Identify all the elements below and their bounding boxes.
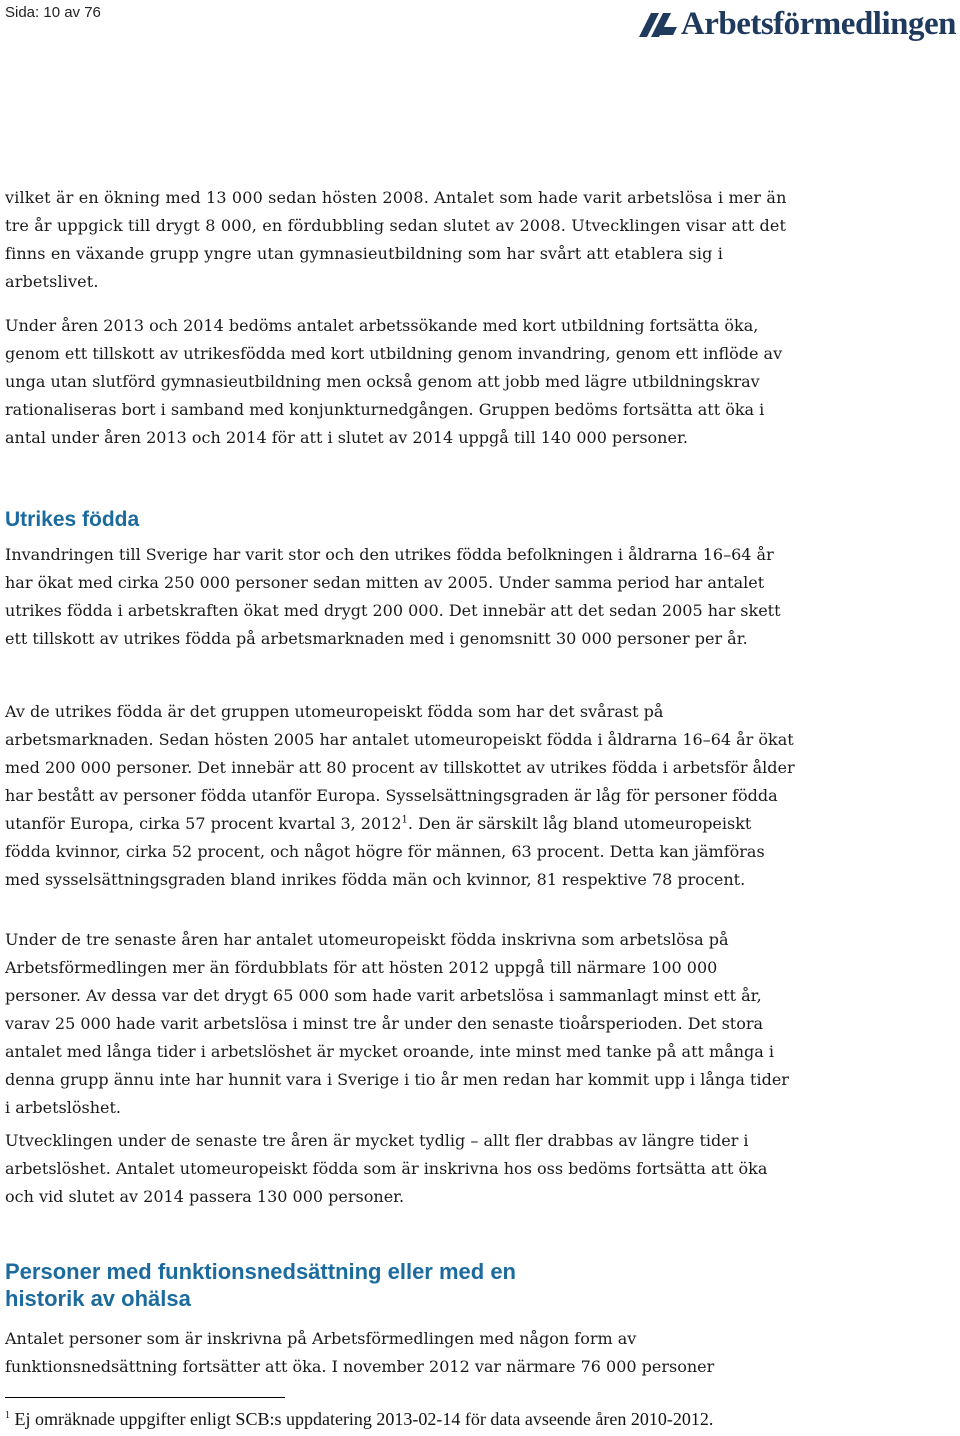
section-heading-utrikes-fodda: Utrikes födda	[5, 508, 140, 531]
footnote-number: 1	[5, 1410, 10, 1421]
paragraph-4-text-a: Av de utrikes födda är det gruppen utomeuropeiskt födda som har det svårast på arbetsmarknaden. Sedan hösten 2005 har antalet utomeuropeiskt födda i åldrarna 16–64 år ökat med 200 000 personer. Det innebär att 80 procent av tillskottet av utrikes födda i arbetsför ålder har bestått av personer födda utanför Europa. Sysselsättningsgraden är låg för personer födda utanför Europa, cirka 57 procent kvartal 3, 2012	[5, 702, 795, 833]
footnote-text: Ej omräknade uppgifter enligt SCB:s uppdatering 2013-02-14 för data avseende åren 2010-2012.	[14, 1409, 714, 1429]
paragraph-2: Under åren 2013 och 2014 bedöms antalet arbetssökande med kort utbildning fortsätta öka, genom ett tillskott av utrikesfödda med kort utbildning genom invandring, genom ett inflöde av unga utan slutförd gymnasieutbildning men också genom att jobb med lägre utbildningskrav rationaliseras bort i samband med konjunkturnedgången. Gruppen bedöms fortsätta att öka i antal under åren 2013 och 2014 för att i slutet av 2014 uppgå till 140 000 personer.	[5, 316, 783, 447]
paragraph-5: Under de tre senaste åren har antalet utomeuropeiskt födda inskrivna som arbetslösa på Arbetsförmedlingen mer än fördubblats för att hösten 2012 uppgå till närmare 100 000 personer. Av dessa var det drygt 65 000 som hade varit arbetslösa i sammanlagt minst ett år, varav 25 000 hade varit arbetslösa i minst tre år under den senaste tioårsperioden. Det stora antalet med långa tider i arbetslöshet är mycket oroande, inte minst med tanke på att många i denna grupp ännu inte har hunnit vara i Sverige i tio år men redan har kommit upp i långa tider i arbetslöshet.	[5, 930, 789, 1117]
paragraph-1: vilket är en ökning med 13 000 sedan hösten 2008. Antalet som hade varit arbetslösa i mer än tre år uppgick till drygt 8 000, en fördubbling sedan slutet av 2008. Utvecklingen visar att det finns en växande grupp yngre utan gymnasieutbildning som har svårt att etablera sig i arbetslivet.	[5, 188, 787, 291]
paragraph-7: Antalet personer som är inskrivna på Arbetsförmedlingen med någon form av funktionsnedsättning fortsätter att öka. I november 2012 var närmare 76 000 personer	[5, 1329, 715, 1376]
logo	[637, 2, 956, 46]
paragraph-4-text-b: . Den är särskilt låg bland utomeuropeiskt födda kvinnor, cirka 52 procent, och något högre för männen, 63 procent. Detta kan jämföras med sysselsättningsgraden bland inrikes födda män och kvinnor, 81 respektive 78 procent.	[5, 814, 765, 889]
footnote-reference: 1	[401, 814, 408, 826]
footnote	[5, 1408, 905, 1430]
paragraph-3: Invandringen till Sverige har varit stor och den utrikes födda befolkningen i åldrarna 16–64 år har ökat med cirka 250 000 personer sedan mitten av 2005. Under samma period har antalet utrikes födda i arbetskraften ökat med drygt 200 000. Det innebär att det sedan 2005 har skett ett tillskott av utrikes födda på arbetsmarknaden med i genomsnitt 30 000 personer per år.	[5, 545, 781, 648]
footnote-divider	[5, 1397, 285, 1398]
page-number: Sida: 10 av 76	[5, 4, 101, 21]
paragraph-4	[5, 698, 795, 894]
arbetsformedlingen-logo-icon	[637, 9, 679, 39]
paragraph-6: Utvecklingen under de senaste tre åren är mycket tydlig – allt fler drabbas av längre tider i arbetslöshet. Antalet utomeuropeiskt födda som är inskrivna hos oss bedöms fortsätta att öka och vid slutet av 2014 passera 130 000 personer.	[5, 1131, 768, 1206]
section-heading-funktionsnedsattning: Personer med funktionsnedsättning eller med en historik av ohälsa	[5, 1259, 516, 1311]
logo-text: Arbetsförmedlingen	[680, 5, 956, 42]
